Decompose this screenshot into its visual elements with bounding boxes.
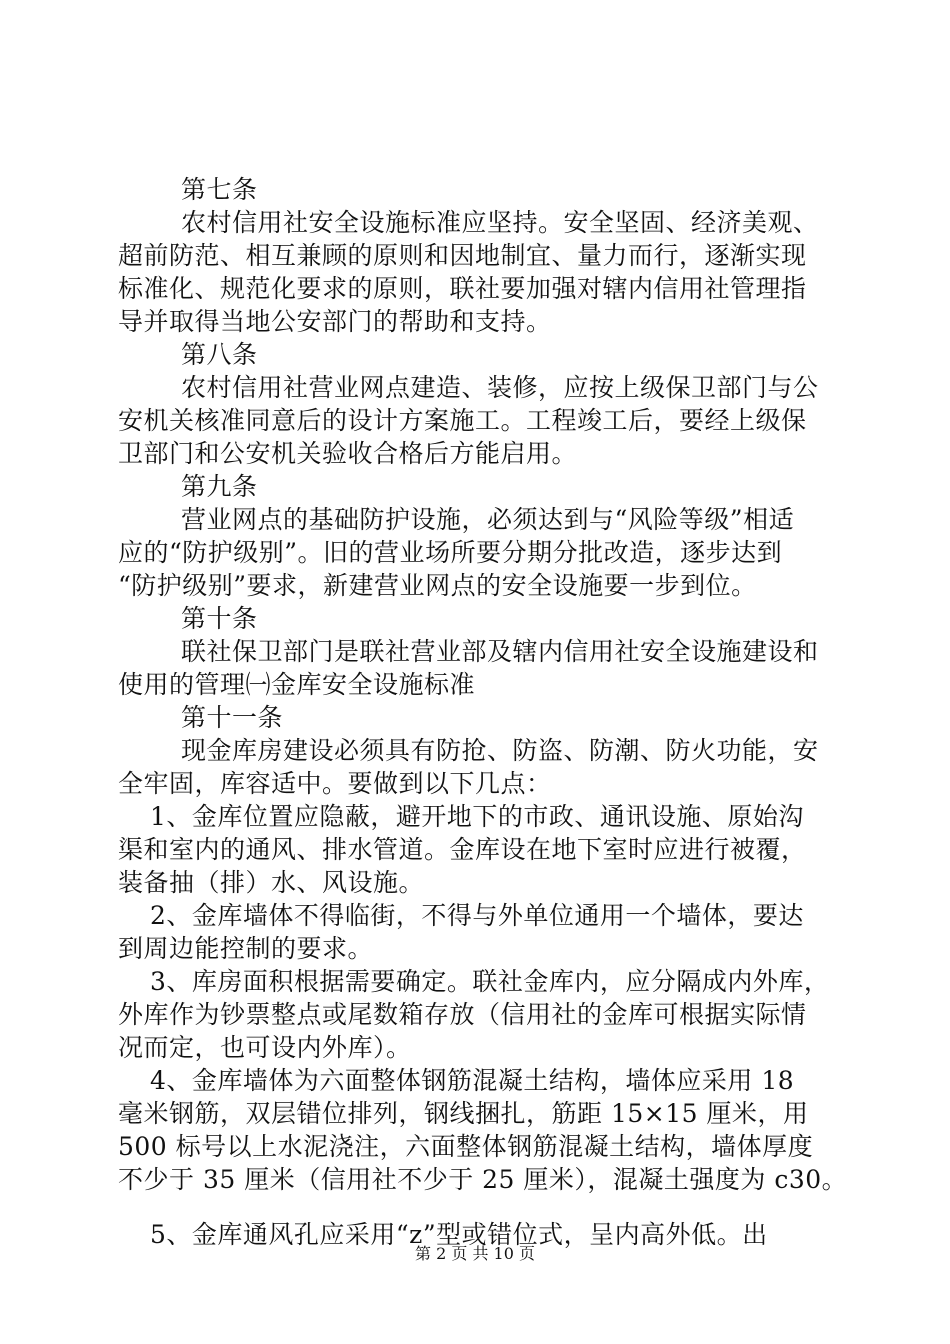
paragraph-line: 安机关核准同意后的设计方案施工。工程竣工后，要经上级保 — [118, 406, 807, 435]
paragraph-line: 不少于 35 厘米（信用社不少于 25 厘米），混凝土强度为 c30。 — [118, 1165, 848, 1194]
paragraph-line: 500 标号以上水泥浇注，六面整体钢筋混凝土结构，墙体厚度 — [118, 1132, 814, 1161]
paragraph-line: 装备抽（排）水、风设施。 — [118, 868, 425, 897]
paragraph-line: 使用的管理㈠金库安全设施标准 — [118, 670, 476, 699]
paragraph-line: 现金库房建设必须具有防抢、防盗、防潮、防火功能，安 — [181, 736, 819, 765]
list-item-4-line: 4、金库墙体为六面整体钢筋混凝土结构，墙体应采用 18 — [150, 1066, 795, 1095]
paragraph-line: 农村信用社营业网点建造、装修，应按上级保卫部门与公 — [181, 373, 819, 402]
paragraph-line: 超前防范、相互兼顾的原则和因地制宜、量力而行，逐渐实现 — [118, 241, 807, 270]
article-7-heading: 第七条 — [181, 175, 258, 204]
article-10-heading: 第十条 — [181, 604, 258, 633]
paragraph-line: 联社保卫部门是联社营业部及辖内信用社安全设施建设和 — [181, 637, 819, 666]
list-item-2-line: 2、金库墙体不得临街，不得与外单位通用一个墙体，要达 — [150, 901, 804, 930]
paragraph-line: 况而定，也可设内外库）。 — [118, 1033, 412, 1062]
paragraph-line: 卫部门和公安机关验收合格后方能启用。 — [118, 439, 578, 468]
paragraph-line: “防护级别”要求，新建营业网点的安全设施要一步到位。 — [118, 571, 757, 600]
paragraph-line: 应的“防护级别”。旧的营业场所要分期分批改造，逐步达到 — [118, 538, 783, 567]
paragraph-line: 营业网点的基础防护设施，必须达到与“风险等级”相适 — [181, 505, 795, 534]
paragraph-line: 渠和室内的通风、排水管道。金库设在地下室时应进行被覆， — [118, 835, 807, 864]
list-item-3-line: 3、库房面积根据需要确定。联社金库内，应分隔成内外库， — [150, 967, 830, 996]
paragraph-line: 外库作为钞票整点或尾数箱存放（信用社的金库可根据实际情 — [118, 1000, 807, 1029]
article-9-heading: 第九条 — [181, 472, 258, 501]
paragraph-line: 毫米钢筋，双层错位排列，钢线捆扎，筋距 15×15 厘米，用 — [118, 1099, 809, 1128]
list-item-5-line: 5、金库通风孔应采用“z”型或错位式，呈内高外低。出 — [150, 1220, 768, 1249]
paragraph-line: 全牢固，库容适中。要做到以下几点： — [118, 769, 552, 798]
list-item-1-line: 1、金库位置应隐蔽，避开地下的市政、通讯设施、原始沟 — [150, 802, 804, 831]
article-11-heading: 第十一条 — [181, 703, 284, 732]
page-number-footer: 第 2 页 共 10 页 — [415, 1244, 535, 1263]
paragraph-line: 到周边能控制的要求。 — [118, 934, 374, 963]
paragraph-line: 导并取得当地公安部门的帮助和支持。 — [118, 307, 552, 336]
paragraph-line: 标准化、规范化要求的原则，联社要加强对辖内信用社管理指 — [118, 274, 807, 303]
article-8-heading: 第八条 — [181, 340, 258, 369]
paragraph-line: 农村信用社安全设施标准应坚持。安全坚固、经济美观、 — [181, 208, 819, 237]
